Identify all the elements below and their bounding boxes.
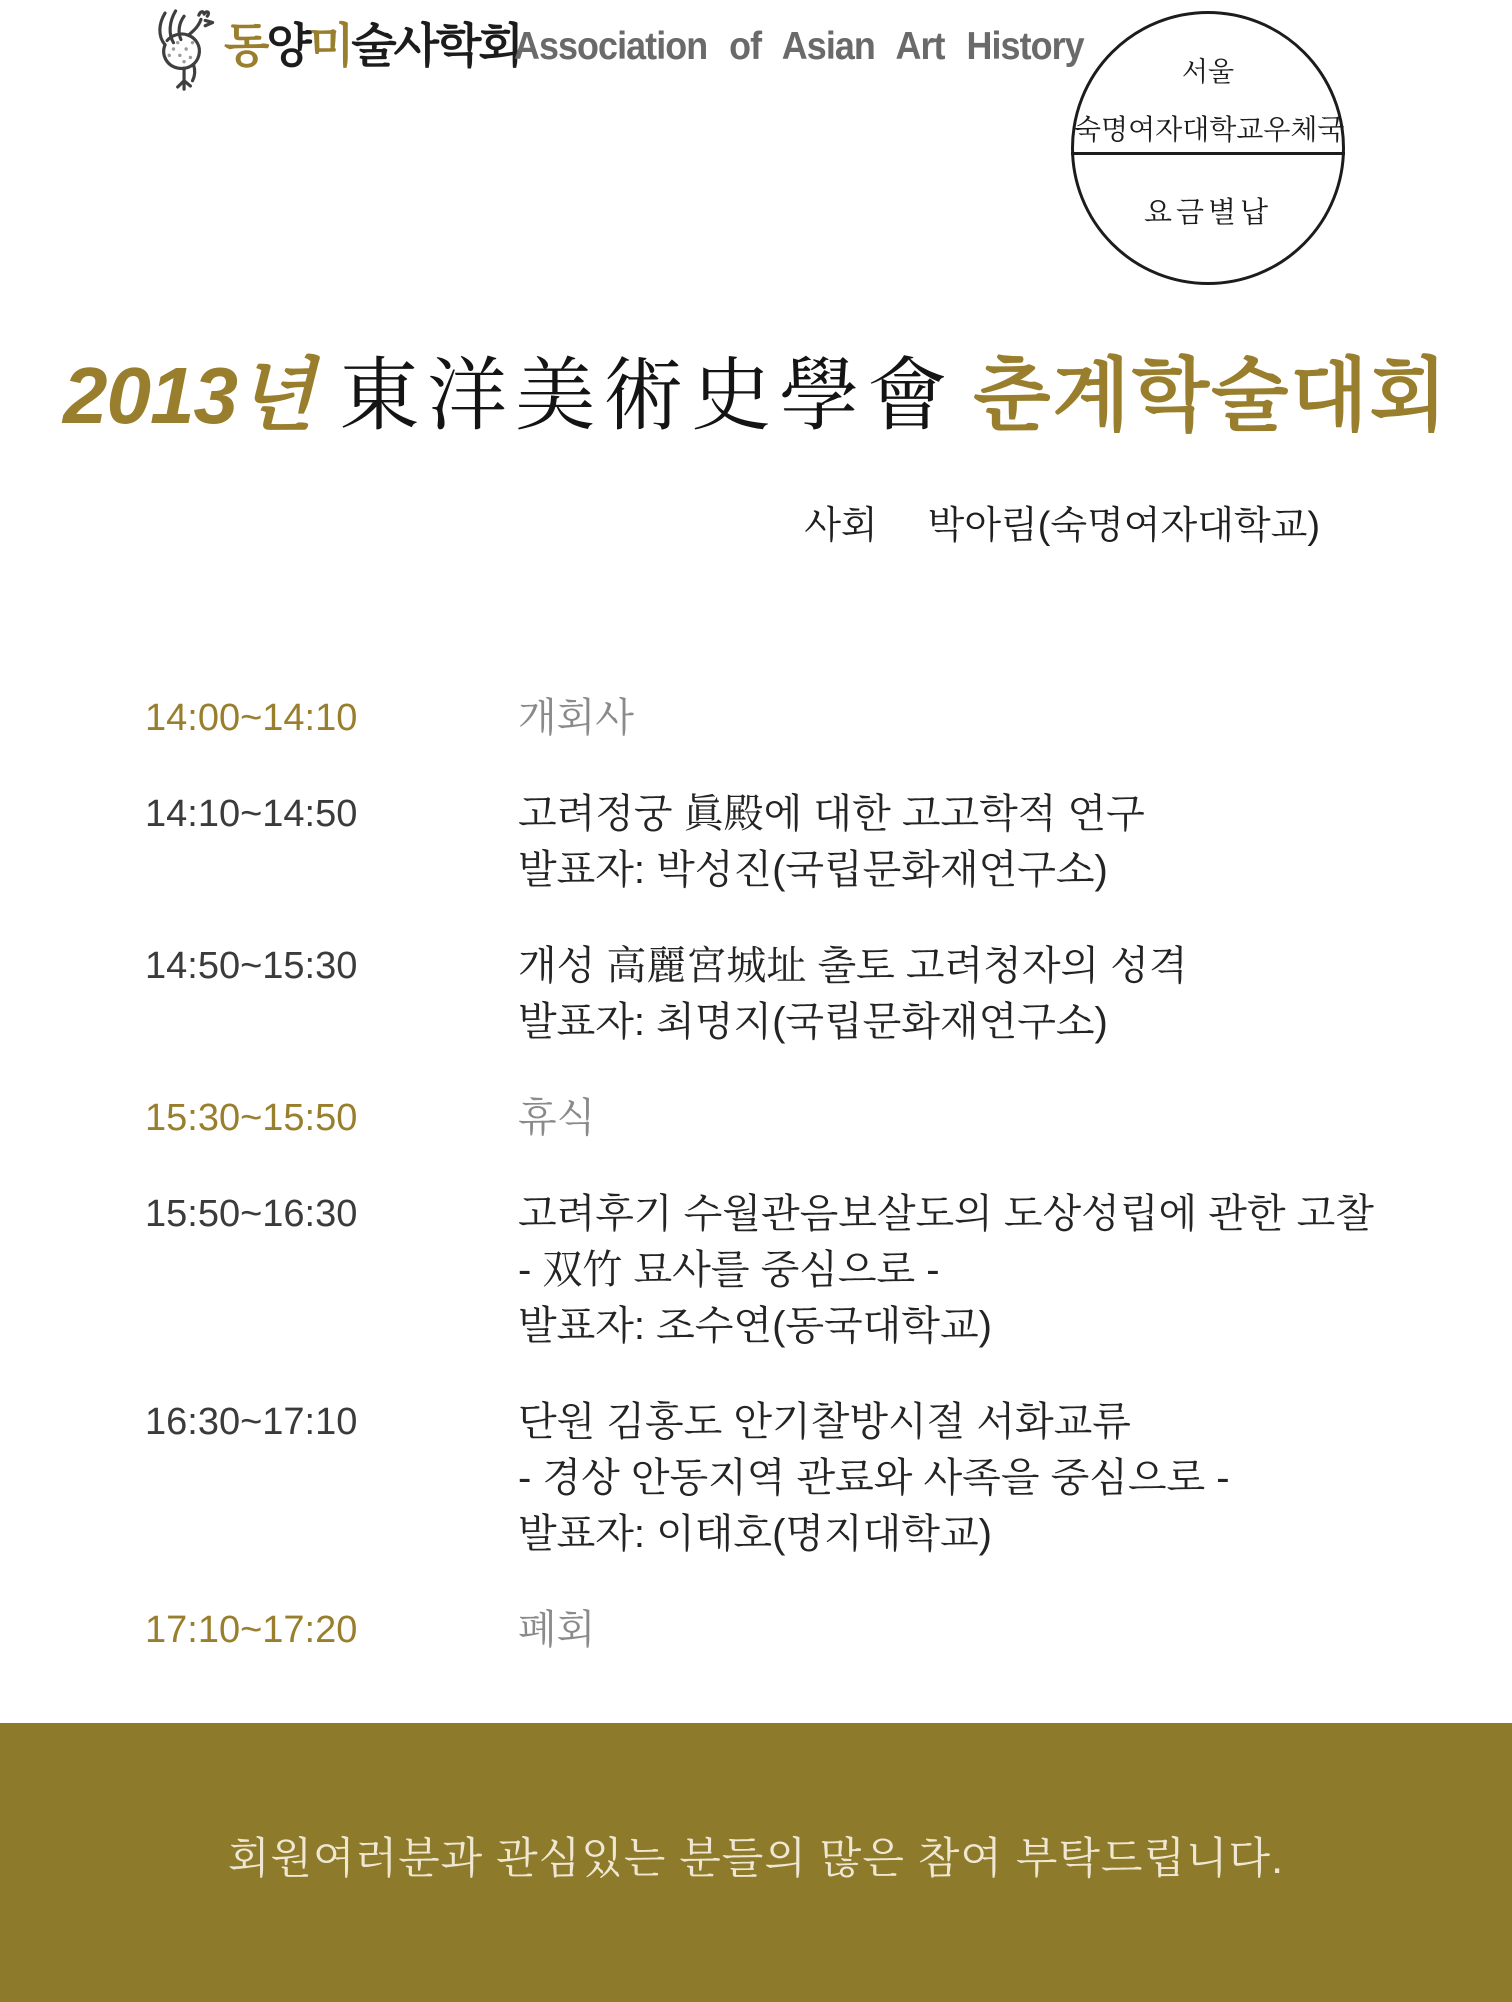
session-line: - 경상 안동지역 관료와 사족을 중심으로 -: [518, 1456, 1230, 1500]
session-time-range: 16:30~17:10: [145, 1401, 358, 1443]
stamp-city: 서울: [1181, 57, 1235, 87]
session-line: 개회사: [518, 696, 634, 740]
session-line: 휴식: [518, 1096, 596, 1140]
stamp-post-office: 숙명여자대학교우체국: [1074, 114, 1345, 145]
brand-syllable: 양: [266, 19, 309, 72]
schedule-row: [145, 1090, 1405, 1146]
title-hanja: 東洋美術史學會: [339, 353, 956, 441]
postal-stamp: [1071, 11, 1345, 285]
association-name-english: Association of Asian Art History: [514, 25, 1084, 68]
schedule-row: [145, 938, 1405, 1050]
page-title: [0, 342, 1512, 451]
moderator-label: 사회: [804, 505, 878, 547]
session-time-range: 14:00~14:10: [145, 697, 358, 739]
session-line: 고려후기 수월관음보살도의 도상성립에 관한 고찰: [518, 1192, 1374, 1236]
session-content: [518, 1602, 595, 1658]
brand-syllable: 미: [308, 19, 352, 72]
stamp-postage-paid: 요금별납: [1143, 197, 1273, 229]
footer-message: 회원여러분과 관심있는 분들의 많은 참여 부탁드립니다.: [227, 1835, 1285, 1883]
session-line: 고려정궁 眞殿에 대한 고고학적 연구: [518, 792, 1145, 836]
session-line: 개성 高麗宮城址 출토 고려청자의 성격: [518, 944, 1188, 988]
moderator-line: [0, 494, 1320, 549]
session-line: 발표자: 조수연(동국대학교): [518, 1304, 992, 1348]
session-content: [518, 786, 1145, 898]
session-time-range: 14:50~15:30: [145, 945, 358, 987]
session-line: - 双竹 묘사를 중심으로 -: [518, 1248, 940, 1292]
brand-syllable: 동: [224, 19, 267, 72]
title-year: 2013년: [63, 351, 314, 440]
session-time-range: 15:30~15:50: [145, 1097, 358, 1139]
session-content: [518, 938, 1188, 1050]
session-content: [518, 1090, 595, 1146]
session-time-range: 15:50~16:30: [145, 1193, 358, 1235]
session-content: [518, 690, 634, 746]
session-line: 폐회: [518, 1608, 596, 1652]
schedule-row: [145, 1602, 1405, 1658]
schedule-row: [145, 1186, 1405, 1354]
moderator-name: 박아림(숙명여자대학교): [927, 505, 1320, 547]
schedule-row: [145, 1394, 1405, 1562]
session-time-range: 17:10~17:20: [145, 1609, 358, 1651]
session-time-range: 14:10~14:50: [145, 793, 358, 835]
brand-syllable: 술사학회: [351, 19, 521, 72]
session-line: 발표자: 이태호(명지대학교): [518, 1512, 992, 1556]
title-korean: 춘계학술대회: [973, 353, 1449, 441]
session-line: 단원 김홍도 안기찰방시절 서화교류: [518, 1400, 1131, 1444]
association-name-korean: [224, 16, 521, 76]
rooster-icon: [146, 6, 220, 92]
session-line: 발표자: 박성진(국립문화재연구소): [518, 848, 1108, 892]
session-content: [518, 1394, 1230, 1562]
stamp-divider: [1071, 152, 1345, 155]
footer-banner: [0, 1723, 1512, 2002]
schedule-row: [145, 786, 1405, 898]
session-line: 발표자: 최명지(국립문화재연구소): [518, 1000, 1108, 1044]
schedule-list: [145, 690, 1405, 1698]
session-content: [518, 1186, 1374, 1354]
schedule-row: [145, 690, 1405, 746]
